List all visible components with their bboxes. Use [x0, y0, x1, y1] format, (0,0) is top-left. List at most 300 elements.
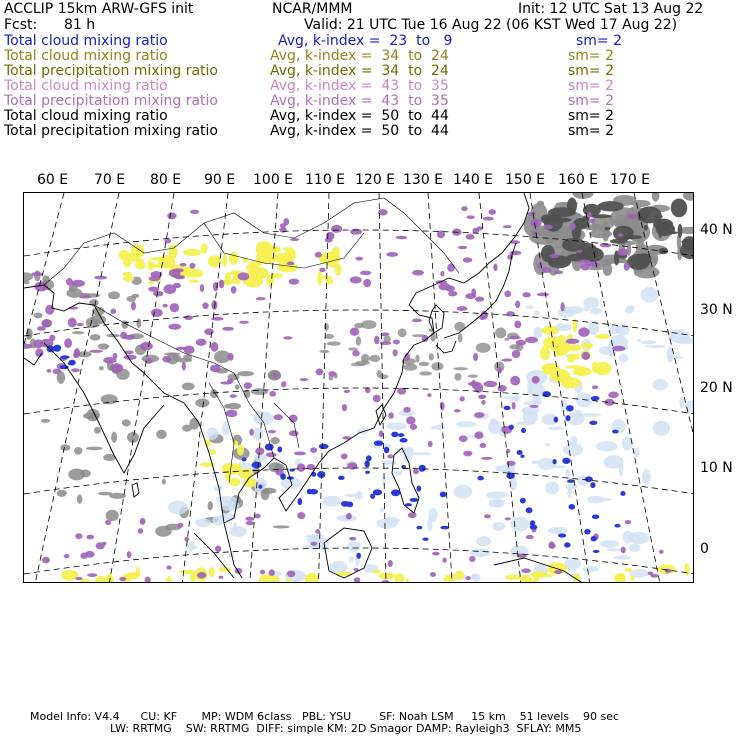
- purple-precip: [226, 410, 238, 417]
- purple-precip: [238, 272, 250, 280]
- blue-cloud-core: [60, 355, 70, 358]
- lightblue-cloud: [583, 566, 599, 572]
- blue-cloud-core: [391, 489, 400, 496]
- purple-precip: [85, 551, 94, 558]
- yellow-cloud: [229, 252, 238, 265]
- purple-precip: [103, 357, 116, 364]
- yellow-cloud: [405, 578, 409, 583]
- purple-precip: [244, 382, 252, 389]
- purple-precip: [497, 385, 506, 392]
- gray-cloud: [537, 201, 544, 206]
- purple-precip: [488, 209, 496, 215]
- purple-precip: [461, 206, 468, 211]
- yellow-cloud: [505, 575, 520, 580]
- purple-precip: [387, 454, 393, 458]
- lightblue-cloud: [511, 517, 530, 532]
- gray-cloud: [98, 492, 112, 496]
- purple-precip: [412, 270, 424, 276]
- lightblue-cloud: [641, 340, 657, 344]
- lightblue-cloud: [349, 556, 354, 563]
- yellow-cloud: [208, 255, 221, 267]
- yellow-cloud: [394, 573, 404, 583]
- gray-cloud: [270, 437, 279, 444]
- purple-precip: [648, 572, 654, 576]
- blue-cloud-core: [374, 440, 384, 445]
- gray-cloud: [126, 296, 136, 302]
- purple-precip: [256, 297, 266, 300]
- purple-precip: [410, 424, 417, 430]
- yellow-cloud: [183, 249, 202, 256]
- yellow-cloud: [573, 367, 592, 376]
- lightblue-cloud: [626, 306, 635, 311]
- purple-precip: [64, 554, 70, 558]
- purple-precip: [140, 518, 146, 525]
- gray-cloud: [454, 373, 461, 381]
- blue-cloud-core: [319, 444, 329, 449]
- purple-precip: [45, 305, 54, 315]
- gray-cloud: [403, 364, 417, 371]
- purple-precip: [481, 400, 485, 405]
- lightblue-cloud: [623, 531, 633, 544]
- map-canvas: [24, 193, 694, 583]
- purple-precip: [355, 257, 363, 261]
- purple-precip: [289, 430, 298, 436]
- gray-cloud: [173, 355, 181, 361]
- blue-cloud-core: [341, 501, 350, 507]
- gray-cloud: [77, 494, 82, 504]
- gray-cloud: [136, 318, 141, 328]
- purple-precip: [352, 350, 360, 356]
- purple-precip: [300, 378, 309, 381]
- purple-precip: [73, 352, 78, 358]
- blue-cloud-core: [416, 486, 421, 492]
- field-k-index: Avg, k-index = 43 to 35: [270, 93, 449, 109]
- blue-cloud-core: [265, 443, 274, 450]
- blue-cloud-core: [440, 491, 447, 497]
- gray-cloud: [108, 291, 120, 299]
- lightblue-cloud: [168, 501, 188, 515]
- lightblue-cloud: [548, 427, 565, 430]
- blue-cloud-core: [477, 476, 484, 481]
- purple-precip: [473, 353, 478, 361]
- field-name: Total cloud mixing ratio: [4, 108, 168, 124]
- purple-precip: [531, 219, 542, 228]
- lightblue-cloud: [386, 422, 407, 429]
- blue-cloud-core: [277, 446, 282, 452]
- gray-cloud: [356, 336, 361, 346]
- purple-precip: [86, 535, 94, 540]
- gray-cloud: [189, 418, 199, 430]
- purple-precip: [87, 573, 97, 577]
- yellow-cloud: [237, 445, 244, 456]
- blue-cloud-core: [554, 417, 559, 423]
- dark-cloud: [590, 214, 611, 218]
- dark-cloud: [605, 227, 611, 231]
- dark-cloud: [623, 235, 643, 239]
- yellow-cloud: [122, 272, 132, 276]
- lat-label: 40 N: [700, 222, 733, 238]
- lightblue-cloud: [600, 540, 619, 548]
- physics-info: LW: RRTMG SW: RRTMG DIFF: simple KM: 2D Smagor DAMP: Rayleigh3 SFLAY: MM5: [110, 722, 582, 735]
- blue-cloud-core: [405, 503, 412, 506]
- blue-cloud-core: [370, 494, 375, 499]
- blue-cloud-core: [366, 455, 372, 461]
- purple-precip: [475, 297, 484, 302]
- dark-cloud: [666, 231, 678, 234]
- blue-cloud-core: [509, 425, 514, 430]
- purple-precip: [381, 580, 389, 583]
- purple-precip: [49, 334, 55, 341]
- purple-precip: [287, 570, 295, 577]
- coastline-japan-south: [436, 341, 456, 353]
- purple-precip: [373, 395, 381, 403]
- purple-precip: [566, 339, 580, 344]
- dark-cloud: [653, 219, 673, 230]
- purple-precip: [587, 212, 592, 218]
- lightblue-cloud: [456, 421, 477, 427]
- purple-precip: [31, 272, 42, 276]
- org-label: NCAR/MMM: [272, 1, 353, 17]
- lightblue-cloud: [652, 379, 668, 390]
- purple-precip: [525, 337, 538, 343]
- purple-precip: [354, 577, 361, 582]
- purple-precip: [273, 414, 282, 420]
- gray-cloud: [379, 374, 389, 379]
- gray-cloud: [60, 444, 70, 451]
- yellow-cloud: [520, 575, 533, 583]
- gray-cloud: [195, 398, 209, 407]
- yellow-cloud: [238, 469, 254, 479]
- lightblue-cloud: [645, 345, 667, 348]
- lightblue-cloud: [411, 452, 431, 455]
- purple-precip: [514, 320, 521, 328]
- lat-label: 0: [700, 541, 709, 557]
- purple-precip: [269, 569, 275, 576]
- blue-cloud-core: [592, 515, 599, 520]
- blue-cloud-core: [589, 421, 597, 425]
- yellow-cloud: [305, 573, 319, 583]
- gray-cloud: [453, 367, 468, 370]
- model-info: Model Info: V4.4 CU: KF MP: WDM 6class PBL: YSU SF: Noah LSM 15 km 51 levels 90 sec: [30, 710, 620, 723]
- gray-cloud: [324, 334, 334, 339]
- gray-cloud: [603, 263, 613, 276]
- purple-precip: [219, 280, 225, 289]
- field-k-index: Avg, k-index = 43 to 35: [270, 78, 449, 94]
- purple-precip: [346, 513, 352, 519]
- lightblue-cloud: [253, 411, 274, 425]
- purple-precip: [219, 576, 224, 579]
- field-k-index: Avg, k-index = 34 to 24: [270, 63, 449, 79]
- lightblue-cloud: [215, 496, 237, 503]
- purple-precip: [460, 396, 465, 401]
- purple-precip: [33, 339, 43, 348]
- purple-precip: [326, 232, 335, 240]
- blue-cloud-core: [364, 461, 369, 468]
- lightblue-cloud: [533, 327, 542, 339]
- gray-cloud: [111, 432, 117, 443]
- purple-precip: [94, 276, 107, 280]
- forecast-hours: 81 h: [64, 17, 96, 33]
- lightblue-cloud: [396, 470, 402, 476]
- purple-precip: [230, 394, 237, 398]
- blue-cloud-core: [416, 526, 422, 530]
- lightblue-cloud: [476, 536, 491, 546]
- purple-precip: [311, 542, 318, 546]
- blue-cloud-core: [584, 529, 590, 535]
- lon-label: 140 E: [453, 172, 494, 188]
- yellow-cloud: [684, 563, 689, 576]
- purple-precip: [254, 514, 261, 519]
- purple-precip: [592, 385, 598, 389]
- lightblue-cloud: [330, 561, 348, 574]
- lightblue-cloud: [565, 469, 570, 479]
- blue-cloud-core: [338, 476, 345, 480]
- lightblue-cloud: [563, 443, 583, 456]
- dark-cloud: [638, 217, 646, 221]
- dark-cloud: [678, 224, 683, 238]
- purple-precip: [505, 517, 511, 520]
- purple-precip: [363, 279, 371, 287]
- purple-precip: [289, 414, 298, 422]
- lightblue-cloud: [470, 549, 490, 558]
- lightblue-cloud: [545, 443, 550, 447]
- yellow-cloud: [558, 335, 566, 343]
- lightblue-cloud: [642, 469, 651, 485]
- lightblue-cloud: [525, 305, 533, 309]
- purple-precip: [123, 335, 135, 340]
- purple-precip: [189, 263, 195, 269]
- purple-precip: [621, 547, 626, 553]
- gray-cloud: [454, 322, 465, 332]
- purple-precip: [287, 262, 295, 266]
- lightblue-cloud: [512, 395, 520, 401]
- lightblue-cloud: [252, 428, 264, 440]
- purple-precip: [184, 315, 193, 320]
- yellow-cloud: [540, 346, 550, 360]
- purple-precip: [105, 520, 111, 525]
- blue-cloud-core: [591, 396, 600, 400]
- purple-precip: [529, 405, 538, 408]
- purple-precip: [459, 435, 468, 442]
- blue-cloud-core: [242, 457, 247, 461]
- blue-cloud-core: [307, 489, 312, 495]
- purple-precip: [119, 577, 126, 581]
- lightblue-cloud: [560, 400, 567, 412]
- purple-precip: [42, 557, 50, 564]
- purple-precip: [457, 306, 468, 311]
- purple-precip: [315, 529, 320, 534]
- blue-cloud-core: [564, 542, 570, 547]
- lat-label: 10 N: [700, 460, 733, 476]
- blue-cloud-core: [440, 526, 449, 530]
- purple-precip: [283, 336, 292, 339]
- lightblue-cloud: [347, 541, 361, 551]
- lightblue-cloud: [603, 455, 623, 468]
- gray-cloud: [415, 355, 419, 363]
- lightblue-cloud: [679, 396, 684, 408]
- purple-precip: [549, 254, 559, 258]
- blue-cloud-core: [530, 525, 538, 530]
- field-smoothing: sm= 2: [568, 93, 615, 109]
- blue-cloud-core: [612, 430, 618, 434]
- gray-cloud: [208, 501, 214, 510]
- purple-precip: [307, 464, 315, 470]
- blue-cloud-core: [590, 482, 595, 488]
- purple-precip: [246, 521, 254, 525]
- gray-cloud: [251, 388, 268, 395]
- purple-precip: [548, 543, 555, 548]
- yellow-cloud: [372, 570, 380, 574]
- gray-cloud: [34, 312, 43, 318]
- lightblue-cloud: [499, 465, 514, 473]
- purple-precip: [454, 409, 461, 412]
- purple-precip: [560, 302, 564, 311]
- dark-cloud: [541, 214, 552, 223]
- yellow-cloud: [118, 250, 129, 260]
- purple-precip: [350, 276, 362, 283]
- purple-precip: [483, 217, 494, 221]
- lightblue-cloud: [583, 306, 590, 311]
- purple-precip: [127, 551, 132, 558]
- lightblue-cloud: [590, 308, 602, 315]
- purple-precip: [71, 280, 85, 287]
- blue-cloud-core: [298, 498, 303, 505]
- purple-precip: [474, 431, 483, 439]
- purple-precip: [479, 316, 485, 320]
- purple-precip: [289, 279, 299, 285]
- gray-cloud: [419, 371, 432, 375]
- purple-precip: [474, 412, 485, 418]
- yellow-cloud: [555, 350, 569, 353]
- purple-precip: [46, 369, 51, 372]
- blue-cloud-core: [258, 485, 262, 489]
- gray-cloud: [72, 331, 84, 334]
- gray-cloud: [94, 427, 101, 434]
- field-smoothing: sm= 2: [568, 78, 615, 94]
- gray-cloud: [86, 447, 103, 451]
- purple-precip: [612, 346, 625, 352]
- purple-precip: [162, 304, 167, 308]
- purple-precip: [393, 349, 398, 356]
- lightblue-cloud: [380, 507, 384, 512]
- purple-precip: [625, 520, 631, 524]
- map-panel: [23, 192, 694, 583]
- purple-precip: [227, 353, 233, 361]
- yellow-cloud: [152, 263, 164, 267]
- yellow-cloud: [538, 574, 554, 577]
- yellow-cloud: [148, 281, 153, 285]
- purple-precip: [427, 393, 431, 397]
- lightblue-cloud: [634, 448, 639, 458]
- yellow-cloud: [201, 243, 207, 254]
- yellow-cloud: [229, 478, 240, 486]
- dark-cloud: [627, 254, 650, 270]
- lightblue-cloud: [548, 527, 568, 535]
- yellow-cloud: [209, 567, 215, 577]
- purple-precip: [512, 402, 516, 410]
- field-smoothing: sm= 2: [568, 48, 615, 64]
- blue-cloud-core: [419, 465, 426, 472]
- purple-precip: [532, 376, 540, 384]
- purple-precip: [153, 291, 164, 297]
- yellow-cloud: [166, 576, 171, 583]
- purple-precip: [471, 380, 475, 389]
- lightblue-cloud: [534, 311, 540, 316]
- purple-precip: [388, 560, 393, 567]
- field-smoothing: sm= 2: [576, 33, 623, 49]
- yellow-cloud: [561, 377, 581, 388]
- lightblue-cloud: [545, 482, 560, 495]
- lightblue-cloud: [207, 427, 219, 440]
- field-k-index: Avg, k-index = 50 to 44: [270, 108, 449, 124]
- gray-cloud: [68, 468, 85, 480]
- yellow-cloud: [542, 369, 564, 375]
- purple-precip: [541, 267, 551, 273]
- purple-precip: [89, 350, 103, 353]
- purple-precip: [515, 300, 520, 308]
- purple-precip: [428, 441, 433, 447]
- purple-precip: [624, 262, 630, 270]
- gray-cloud: [74, 447, 82, 455]
- purple-precip: [465, 293, 476, 299]
- purple-precip: [167, 212, 177, 219]
- purple-precip: [484, 514, 491, 518]
- purple-precip: [310, 447, 317, 453]
- lightblue-cloud: [322, 496, 341, 507]
- lat-label: 20 N: [700, 380, 733, 396]
- gray-cloud: [182, 382, 195, 390]
- gray-cloud: [237, 371, 254, 376]
- field-name: Total precipitation mixing ratio: [4, 63, 218, 79]
- lightblue-cloud: [492, 522, 505, 531]
- purple-precip: [578, 327, 590, 337]
- purple-precip: [328, 371, 336, 377]
- field-k-index: Avg, k-index = 34 to 24: [270, 48, 449, 64]
- lightblue-cloud: [607, 548, 622, 551]
- purple-precip: [478, 395, 486, 399]
- purple-precip: [388, 412, 394, 419]
- field-k-index: Avg, k-index = 23 to 9: [278, 33, 453, 49]
- lon-label: 110 E: [305, 172, 346, 188]
- dark-cloud: [598, 201, 624, 211]
- gray-cloud: [587, 267, 603, 270]
- yellow-cloud: [285, 579, 292, 583]
- purple-precip: [493, 264, 497, 272]
- gray-cloud: [683, 193, 694, 201]
- purple-precip: [537, 293, 549, 297]
- gray-cloud: [468, 374, 478, 377]
- purple-precip: [350, 327, 359, 335]
- gray-cloud: [327, 341, 341, 346]
- field-name: Total cloud mixing ratio: [4, 48, 168, 64]
- lightblue-cloud: [454, 485, 473, 499]
- latitude-line: [24, 388, 694, 414]
- lightblue-cloud: [191, 546, 198, 549]
- purple-precip: [41, 319, 51, 327]
- purple-precip: [480, 443, 487, 448]
- gray-cloud: [458, 333, 463, 342]
- purple-precip: [294, 451, 306, 455]
- purple-precip: [466, 234, 475, 240]
- field-name: Total cloud mixing ratio: [4, 33, 168, 49]
- yellow-cloud: [625, 568, 632, 572]
- yellow-cloud: [455, 570, 464, 580]
- blue-cloud-core: [356, 553, 361, 559]
- purple-precip: [227, 378, 233, 383]
- lightblue-cloud: [640, 287, 659, 302]
- lightblue-cloud: [344, 494, 361, 497]
- lightblue-cloud: [471, 574, 478, 579]
